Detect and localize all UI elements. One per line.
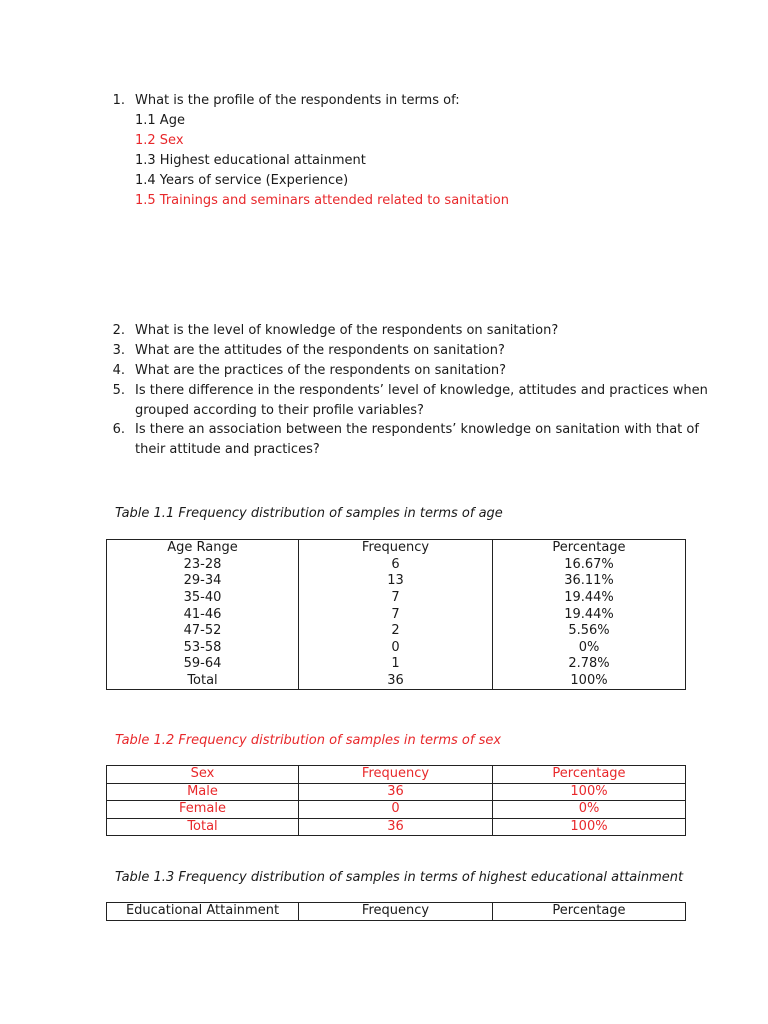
table-cell: 41-46: [107, 606, 299, 623]
table-cell: 53-58: [107, 640, 299, 657]
table-cell: Male: [107, 783, 299, 801]
table-cell: 2: [299, 623, 493, 640]
question-text: What are the practices of the respondents on sanitation?: [135, 363, 507, 378]
header-cell: Age Range: [107, 540, 299, 557]
question-text: Is there difference in the respondents’ level of knowledge, attitudes and practices when: [135, 383, 708, 398]
sex-frequency-table: [106, 765, 686, 836]
question-number: 5.: [112, 383, 125, 398]
table-cell: Female: [107, 801, 299, 819]
subitem-education: 1.3 Highest educational attainment: [135, 153, 366, 168]
age-frequency-table: [106, 539, 686, 690]
table-row: [107, 590, 686, 607]
question-text: What is the level of knowledge of the respondents on sanitation?: [135, 323, 559, 338]
table-cell: 0%: [493, 801, 686, 819]
question-number: 1.: [112, 93, 125, 108]
header-cell: Percentage: [493, 903, 686, 921]
table-total-row: [107, 673, 686, 690]
table-cell: 36.11%: [493, 573, 686, 590]
header-cell: Frequency: [299, 540, 493, 557]
table-cell: 0%: [493, 640, 686, 657]
header-cell: Frequency: [299, 766, 493, 784]
table-row: [107, 623, 686, 640]
table-row: [107, 656, 686, 673]
table-cell: 19.44%: [493, 590, 686, 607]
table-cell: 36: [299, 818, 493, 836]
table-cell: 13: [299, 573, 493, 590]
subitem-age: 1.1 Age: [135, 113, 185, 128]
subitem-sex: 1.2 Sex: [135, 133, 184, 148]
table-cell: 5.56%: [493, 623, 686, 640]
table-cell: Total: [107, 673, 299, 690]
table-cell: Total: [107, 818, 299, 836]
header-cell: Frequency: [299, 903, 493, 921]
table-cell: 23-28: [107, 557, 299, 574]
table-total-row: [107, 818, 686, 836]
table-cell: 47-52: [107, 623, 299, 640]
table-cell: 59-64: [107, 656, 299, 673]
table-header-row: [107, 903, 686, 921]
table-cell: 7: [299, 590, 493, 607]
table-row: [107, 783, 686, 801]
header-cell: Educational Attainment: [107, 903, 299, 921]
question-text: Is there an association between the respondents’ knowledge on sanitation with that of: [135, 422, 699, 437]
table-caption-age: Table 1.1 Frequency distribution of samples in terms of age: [115, 506, 503, 521]
subitem-years-of-service: 1.4 Years of service (Experience): [135, 173, 349, 188]
table-header-row: [107, 540, 686, 557]
table-caption-sex: Table 1.2 Frequency distribution of samples in terms of sex: [115, 733, 502, 748]
question-number: 6.: [112, 422, 125, 437]
subitem-trainings: 1.5 Trainings and seminars attended related to sanitation: [135, 193, 509, 208]
table-cell: 100%: [493, 818, 686, 836]
question-text: What is the profile of the respondents in terms of:: [135, 93, 460, 108]
table-row: [107, 606, 686, 623]
table-cell: 19.44%: [493, 606, 686, 623]
table-row: [107, 573, 686, 590]
question-text-continuation: their attitude and practices?: [135, 442, 320, 457]
table-cell: 0: [299, 801, 493, 819]
table-cell: 36: [299, 673, 493, 690]
table-caption-education: Table 1.3 Frequency distribution of samples in terms of highest educational attainment: [115, 870, 684, 885]
table-cell: 7: [299, 606, 493, 623]
table-row: [107, 640, 686, 657]
question-number: 2.: [112, 323, 125, 338]
table-cell: 36: [299, 783, 493, 801]
question-number: 4.: [112, 363, 125, 378]
education-frequency-table: [106, 902, 686, 921]
table-cell: 35-40: [107, 590, 299, 607]
table-cell: 1: [299, 656, 493, 673]
table-cell: 16.67%: [493, 557, 686, 574]
question-text-continuation: grouped according to their profile variables?: [135, 403, 424, 418]
table-cell: 0: [299, 640, 493, 657]
header-cell: Percentage: [493, 540, 686, 557]
table-cell: 29-34: [107, 573, 299, 590]
question-number: 3.: [112, 343, 125, 358]
table-cell: 2.78%: [493, 656, 686, 673]
header-cell: Percentage: [493, 766, 686, 784]
question-text: What are the attitudes of the respondents on sanitation?: [135, 343, 505, 358]
header-cell: Sex: [107, 766, 299, 784]
table-row: [107, 801, 686, 819]
table-cell: 100%: [493, 673, 686, 690]
table-header-row: [107, 766, 686, 784]
table-cell: 100%: [493, 783, 686, 801]
table-cell: 6: [299, 557, 493, 574]
table-row: [107, 557, 686, 574]
